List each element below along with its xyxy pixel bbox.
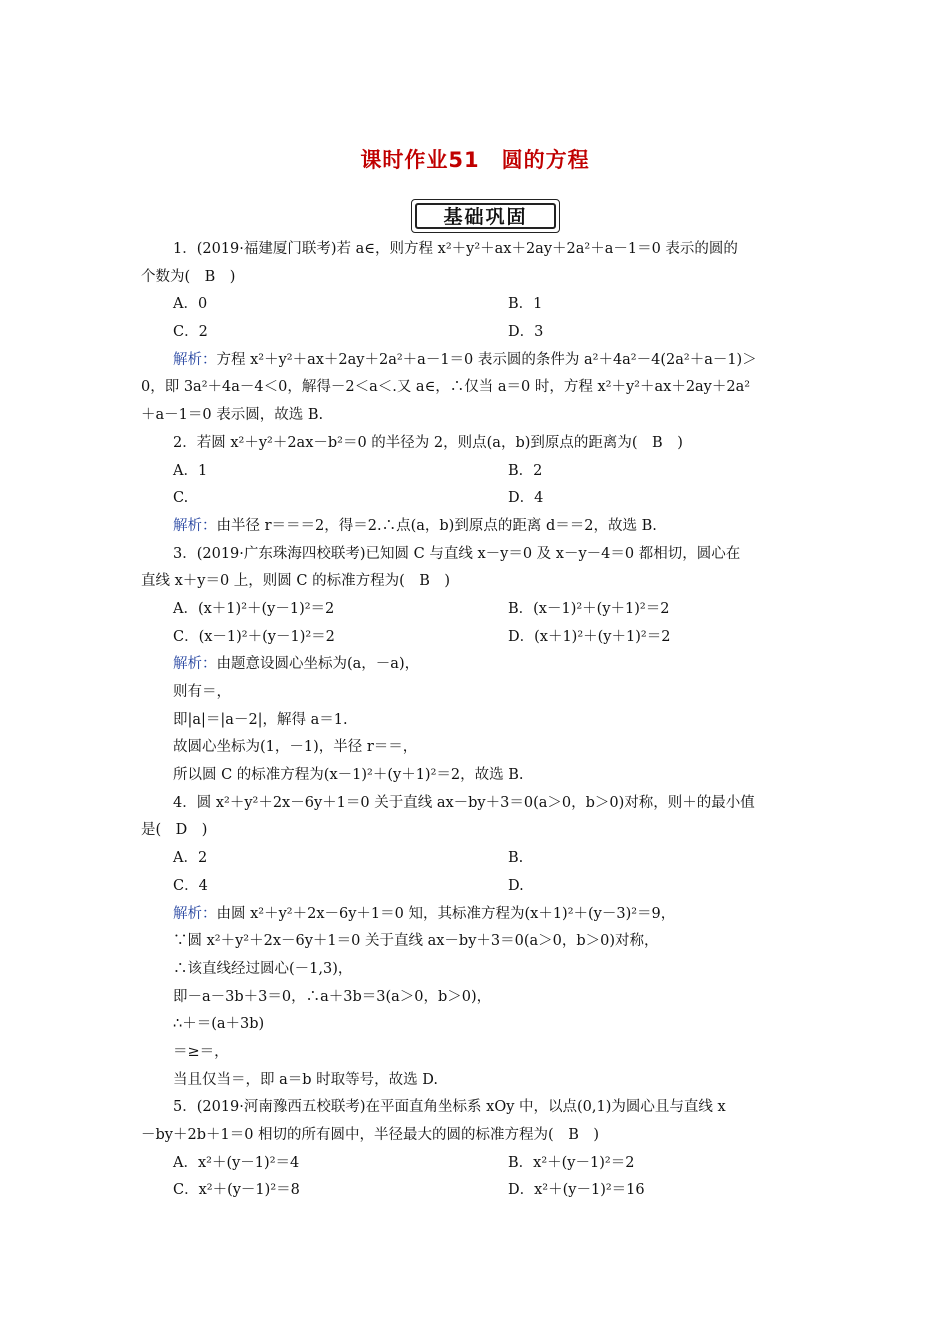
question-3-options-row-2 — [141, 624, 811, 652]
section-badge-label: 基础巩固 — [415, 203, 556, 229]
option-d: D．x²＋(y－1)²＝16 — [508, 1182, 645, 1199]
question-3-options-row-1 — [141, 596, 811, 624]
question-4-options-row-2 — [141, 873, 811, 901]
option-c: C．x²＋(y－1)²＝8 — [173, 1182, 300, 1199]
option-c: C．2 — [173, 324, 208, 341]
analysis-label: 解析： — [173, 656, 217, 673]
option-c: C．4 — [173, 877, 208, 894]
analysis-label: 解析： — [173, 351, 217, 368]
option-d: D．(x＋1)²＋(y＋1)²＝2 — [508, 628, 671, 645]
question-4-analysis-line-2: ∵圆 x²＋y²＋2x－6y＋1＝0 关于直线 ax－by＋3＝0(a＞0，b＞0)对称， — [173, 933, 659, 950]
question-3-analysis-line-3: 即|a|＝|a－2|，解得 a＝1. — [173, 711, 348, 728]
question-5-options-row-1 — [141, 1150, 811, 1178]
option-c: C. — [173, 490, 189, 507]
option-d: D. — [508, 877, 524, 894]
question-4-stem-line-1: 4．圆 x²＋y²＋2x－6y＋1＝0 关于直线 ax－by＋3＝0(a＞0，b＞0)对称，则＋的最小值 — [173, 794, 755, 811]
section-badge — [411, 199, 560, 233]
question-3-stem-line-2: 直线 x＋y＝0 上，则圆 C 的标准方程为( B ) — [141, 573, 451, 590]
question-2-options-row-2 — [141, 485, 811, 513]
option-a: A．2 — [173, 850, 208, 867]
option-d: D．3 — [508, 324, 544, 341]
question-1-analysis-line-1: 解析：方程 x²＋y²＋ax＋2ay＋2a²＋a－1＝0 表示圆的条件为 a²＋4a²－4(2a²＋a－1)＞ — [173, 351, 757, 368]
question-3-analysis-line-4: 故圆心坐标为(1，－1)，半径 r＝＝， — [173, 739, 418, 756]
question-1-analysis-line-3: ＋a－1＝0 表示圆，故选 B. — [141, 407, 324, 424]
question-4-stem-line-2: 是( D ) — [141, 822, 208, 839]
question-4-analysis-line-5: ∴＋＝(a＋3b) — [173, 1016, 265, 1033]
option-b: B．2 — [508, 462, 543, 479]
question-3-stem-line-1: 3．(2019·广东珠海四校联考)已知圆 C 与直线 x－y＝0 及 x－y－4＝0 都相切，圆心在 — [173, 545, 741, 562]
option-b: B．(x－1)²＋(y＋1)²＝2 — [508, 600, 670, 617]
question-1-stem-line-2: 个数为( B ) — [141, 268, 236, 285]
question-2-stem-line-1: 2．若圆 x²＋y²＋2ax－b²＝0 的半径为 2，则点(a，b)到原点的距离为( B ) — [173, 434, 683, 451]
analysis-label: 解析： — [173, 517, 217, 534]
option-c: C．(x－1)²＋(y－1)²＝2 — [173, 628, 335, 645]
option-d: D．4 — [508, 490, 544, 507]
analysis-label: 解析： — [173, 905, 217, 922]
question-1-options-row-2 — [141, 319, 811, 347]
question-2-options-row-1 — [141, 458, 811, 486]
question-5-stem-line-2: －by＋2b＋1＝0 相切的所有圆中，半径最大的圆的标准方程为( B ) — [141, 1127, 600, 1143]
question-3-analysis-line-5: 所以圆 C 的标准方程为(x－1)²＋(y＋1)²＝2，故选 B. — [173, 767, 524, 784]
question-3-analysis-line-2: 则有＝， — [173, 684, 231, 700]
page-title: 课时作业51 圆的方程 — [360, 148, 590, 172]
question-4-options-row-1 — [141, 845, 811, 873]
option-b: B．x²＋(y－1)²＝2 — [508, 1154, 635, 1171]
question-4-analysis-line-3: ∴该直线经过圆心(－1,3)， — [173, 960, 353, 977]
question-4-analysis-line-7: 当且仅当＝，即 a＝b 时取等号，故选 D. — [173, 1071, 438, 1088]
option-a: A．x²＋(y－1)²＝4 — [173, 1154, 300, 1171]
question-1-analysis-line-2: 0，即 3a²＋4a－4＜0，解得－2＜a＜.又 a∈，∴仅当 a＝0 时，方程 x²＋y²＋ax＋2ay＋2a² — [141, 379, 751, 396]
option-b: B. — [508, 850, 524, 867]
question-5-options-row-2 — [141, 1177, 811, 1205]
option-a: A．1 — [173, 462, 208, 479]
question-1-stem-line-1: 1．(2019·福建厦门联考)若 a∈，则方程 x²＋y²＋ax＋2ay＋2a²＋a－1＝0 表示的圆的 — [173, 241, 738, 257]
question-5-stem-line-1: 5．(2019·河南豫西五校联考)在平面直角坐标系 xOy 中，以点(0,1)为圆心且与直线 x — [173, 1099, 726, 1116]
question-4-analysis-line-4: 即－a－3b＋3＝0，∴a＋3b＝3(a＞0，b＞0)， — [173, 988, 492, 1005]
question-list — [141, 236, 811, 1205]
option-a: A．0 — [173, 296, 208, 313]
option-a: A．(x＋1)²＋(y－1)²＝2 — [173, 600, 335, 617]
question-4-analysis-line-6: ＝≥＝， — [173, 1043, 229, 1060]
question-2-analysis-line-1: 解析：由半径 r＝＝＝2，得＝2.∴点(a，b)到原点的距离 d＝＝2，故选 B. — [173, 517, 657, 534]
option-b: B．1 — [508, 296, 543, 313]
question-4-analysis-line-1: 解析：由圆 x²＋y²＋2x－6y＋1＝0 知，其标准方程为(x＋1)²＋(y－3)²＝9， — [173, 905, 676, 922]
question-1-options-row-1 — [141, 291, 811, 319]
question-3-analysis-line-1: 解析：由题意设圆心坐标为(a，－a)， — [173, 656, 420, 673]
